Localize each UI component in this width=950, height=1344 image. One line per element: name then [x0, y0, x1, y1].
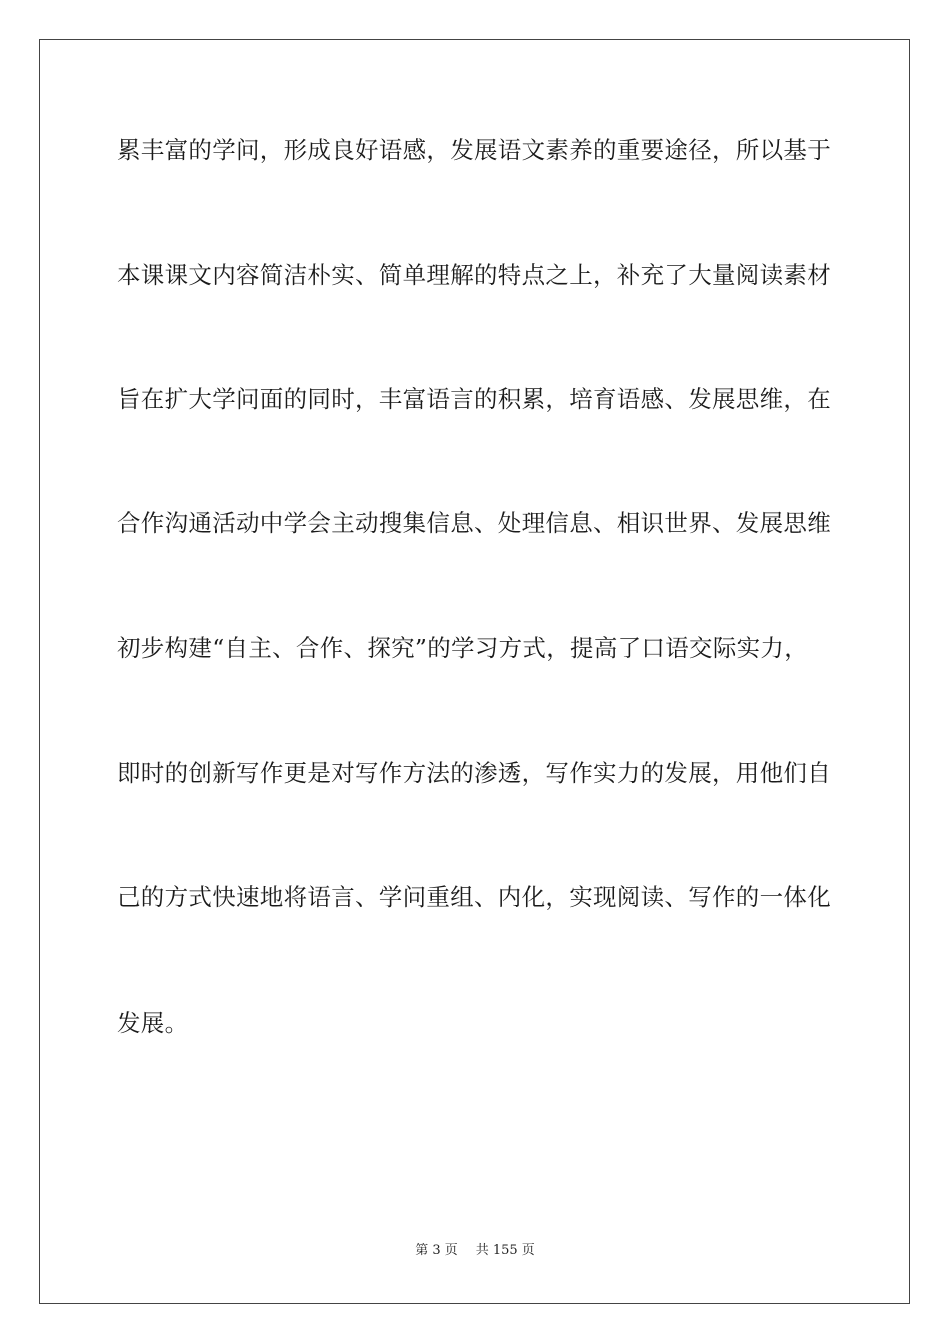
paragraph-line: 初步构建“自主、合作、探究”的学习方式，提高了口语交际实力， — [117, 634, 809, 662]
page-number: 第 3 页 — [415, 1243, 458, 1258]
paragraph-line: 即时的创新写作更是对写作方法的渗透，写作实力的发展，用他们自 — [117, 759, 831, 787]
page-total: 共 155 页 — [475, 1243, 535, 1258]
page-border — [39, 39, 910, 1304]
paragraph-line: 合作沟通活动中学会主动搜集信息、处理信息、相识世界、发展思维 — [117, 509, 831, 537]
paragraph-line: 累丰富的学问，形成良好语感，发展语文素养的重要途径，所以基于 — [117, 136, 831, 164]
paragraph-line: 旨在扩大学问面的同时，丰富语言的积累，培育语感、发展思维，在 — [117, 385, 831, 413]
paragraph-line: 己的方式快速地将语言、学问重组、内化，实现阅读、写作的一体化 — [117, 883, 831, 911]
paragraph-line: 发展。 — [117, 1009, 189, 1037]
paragraph-line: 本课课文内容简洁朴实、简单理解的特点之上，补充了大量阅读素材 — [117, 261, 831, 289]
page-footer — [0, 1242, 950, 1260]
